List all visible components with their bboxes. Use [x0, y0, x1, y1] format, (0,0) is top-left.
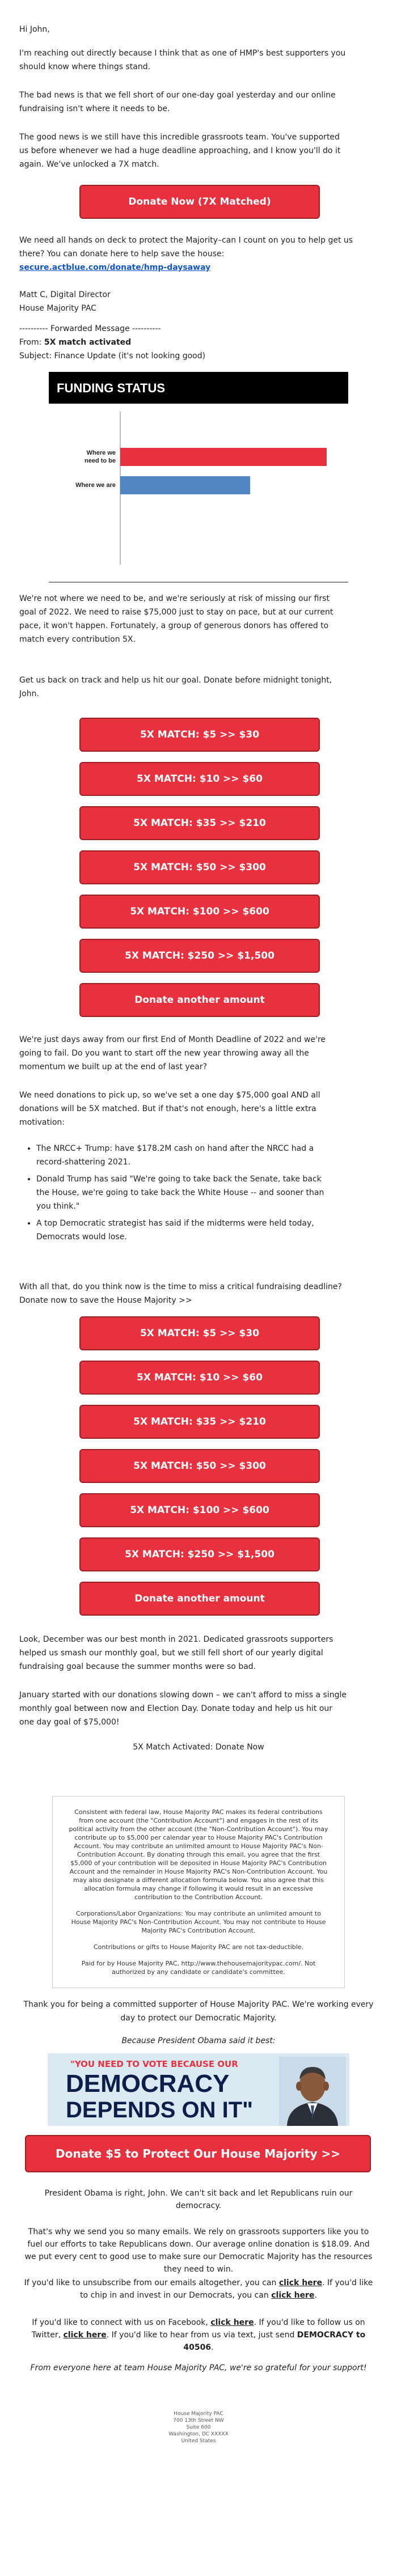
footer-unsubscribe: If you'd like to unsubscribe from our emails altogether, you can click here. If you'd like to chip in and invest in our Democrats, you can click here. [24, 2278, 373, 2300]
twitter-link[interactable]: click here [63, 2331, 107, 2340]
intro-paragraph: The bad news is that we fell short of our one-day goal yesterday and our online fundraising isn't where it needs to be. [19, 91, 336, 113]
match-100-button[interactable]: 5X MATCH: $100 >> $600 [79, 895, 320, 929]
chart-title: FUNDING STATUS [57, 381, 166, 395]
thank-you-text: Thank you for being a committed supporter of House Majority PAC. We're working every day to protect our Democratic Majority. [23, 2000, 374, 2023]
donate-now-button[interactable]: Donate Now (7X Matched) [79, 185, 320, 219]
footer-grateful: From everyone here at team House Majority PAC, we're so grateful for your support! [30, 2363, 367, 2372]
banner-line2: DEPENDS ON IT" [66, 2098, 254, 2122]
label-need-line2: need to be [84, 457, 116, 464]
disclaimer-text: Contributions or gifts to House Majority PAC are not tax-deductible. [93, 1943, 304, 1951]
forwarded-divider: ---------- Forwarded Message ---------- [19, 324, 161, 333]
address-line: House Majority PAC [174, 2411, 223, 2417]
match-activated-link[interactable]: 5X Match Activated: Donate Now [133, 1743, 264, 1752]
ask-text: We need all hands on deck to protect the Majority–can I count on you to help get us there? You can donate here to help save the house: [19, 236, 353, 259]
match-10-button[interactable]: 5X MATCH: $10 >> $60 [79, 1361, 320, 1395]
funding-chart-svg [49, 372, 348, 582]
body-paragraph: January started with our donations slowing down – we can't afford to miss a single monthly goal between now and Election Day. Donate today and help us hit our one day goal of $75,000! [19, 1690, 347, 1727]
body-paragraph: We need donations to pick up, so we've set a one day $75,000 goal AND all donations will be 5X matched. But if that's not enough, here's a little extra motivation: [19, 1091, 320, 1127]
ask-paragraph [19, 234, 354, 274]
match-35-button[interactable]: 5X MATCH: $35 >> $210 [79, 1405, 320, 1439]
bar-where-we-are [120, 476, 250, 494]
unsub-text: If you'd like to unsubscribe from our emails altogether, you can [24, 2278, 277, 2287]
disclaimer-text: Consistent with federal law, House Majority PAC makes its federal contributions from one account (the "Contribution Account") and engages in the rest of its political activity from the other account (the "Non-Contribution Account"). You may contribute up to $5,000 per calendar year to House Majority PAC's Contribution Account. You may contribute an unlimited amount to House Majority PAC's Non-Contribution Account. By donating through this email, you agree that the first $5,000 of your contribution will be deposited in House Majority PAC's Contribution Account and the remainder in House Majority PAC's Non-Contribution Account. You may also designate a different allocation formula below. You also agree that this allocation formula may change if following it would result in an excessive contribution to the Contribution Account. [69, 1808, 328, 1901]
label-where-we-are: Where we are [75, 482, 116, 489]
footer-why-emails: That's why we send you so many emails. We rely on grassroots supporters like you to fuel our efforts to take Republicans down. Our average online donation is $18.09. And we put every cent to good use to make sure our Democratic Majority has the resources they need to win. [24, 2227, 373, 2274]
signature-name: Matt C, Digital Director [19, 290, 111, 299]
greeting: Hi John, [19, 25, 50, 34]
match-250-button[interactable]: 5X MATCH: $250 >> $1,500 [79, 1537, 320, 1571]
donate-another-amount-button[interactable]: Donate another amount [79, 983, 320, 1017]
intro-paragraph: The good news is we still have this incredible grassroots team. You've supported us before whenever we had a huge deadline approaching, and I know you'll do it again. We've unlocked a 7X match. [19, 133, 341, 169]
match-35-button[interactable]: 5X MATCH: $35 >> $210 [79, 806, 320, 840]
body-paragraph: Look, December was our best month in 2021. Dedicated grassroots supporters helped us smash our monthly goal, but we still fell short of our yearly digital fundraising goal because the summer months were so bad. [19, 1635, 333, 1671]
subject-value: Finance Update (it's not looking good) [54, 351, 206, 361]
forwarded-subject [19, 349, 205, 363]
intro-paragraph: I'm reaching out directly because I think that as one of HMP's best supporters you should know where things stand. [19, 49, 346, 71]
bar-where-we-need-to-be [120, 448, 327, 466]
subject-label: Subject: [19, 351, 52, 361]
match-10-button[interactable]: 5X MATCH: $10 >> $60 [79, 762, 320, 796]
from-value: 5X match activated [44, 338, 132, 347]
address-line: Washington, DC XXXXX [168, 2431, 229, 2437]
body-paragraph: Get us back on track and help us hit our goal. Donate before midnight tonight, John. [19, 676, 332, 698]
address-line: Suite 600 [186, 2425, 211, 2430]
list-item: • A top Democratic strategist has said if the midterms were held today, Democrats would lose. [36, 1217, 331, 1244]
motivation-list [24, 1142, 331, 1247]
because-obama-text: Because President Obama said it best: [121, 2036, 276, 2045]
legal-disclaimer [52, 1796, 345, 1988]
donate-another-amount-button[interactable]: Donate another amount [79, 1582, 320, 1616]
address-line: United States [181, 2438, 216, 2444]
body-paragraph: With all that, do you think now is the time to miss a critical fundraising deadline? Donate now to save the House Majority >> [19, 1282, 342, 1305]
footer-obama-right: President Obama is right, John. We can't sit back and let Republicans ruin our democracy. [44, 2189, 353, 2210]
match-5-button[interactable]: 5X MATCH: $5 >> $30 [79, 718, 320, 752]
list-item: • Donald Trump has said "We're going to take back the Senate, take back the House, we're going to take back the White House -- and sooner than you think." [36, 1172, 331, 1213]
from-label: From: [19, 338, 42, 347]
banner-line1: DEMOCRACY [66, 2070, 230, 2098]
donate-5-protect-majority-button[interactable]: Donate $5 to Protect Our House Majority >> [25, 2135, 371, 2172]
connect-text: If you'd like to connect with us on Facebook, [32, 2318, 208, 2327]
facebook-link[interactable]: click here [210, 2318, 254, 2327]
text-code: DEMOCRACY to 40506 [183, 2331, 366, 2352]
label-need-line1: Where we [86, 450, 116, 456]
unsub-mid-text: . If you'd like to chip in and invest in our Democrats, you can [80, 2278, 373, 2300]
match-100-button[interactable]: 5X MATCH: $100 >> $600 [79, 1493, 320, 1527]
obama-portrait [279, 2057, 346, 2126]
match-5-button[interactable]: 5X MATCH: $5 >> $30 [79, 1316, 320, 1350]
body-paragraph: We're not where we need to be, and we're seriously at risk of missing our first goal of 2022. We need to raise $75,000 just to stay on pace, but at our current pace, it won't happen. Fortunately, a group of generous donors has offered to match every contribution 5X. [19, 594, 333, 644]
match-50-button[interactable]: 5X MATCH: $50 >> $300 [79, 850, 320, 884]
mailing-address [113, 2410, 284, 2444]
unsubscribe-link[interactable]: click here [278, 2278, 323, 2287]
forwarded-from [19, 336, 131, 349]
actblue-link[interactable]: secure.actblue.com/donate/hmp-daysaway [19, 263, 211, 272]
list-item: • The NRCC+ Trump: have $178.2M cash on hand after the NRCC had a record-shattering 2021. [36, 1142, 331, 1169]
banner-quote-small: "YOU NEED TO VOTE BECAUSE OUR [70, 2059, 238, 2069]
funding-status-chart [49, 372, 348, 583]
address-line: 700 13th Street NW [173, 2418, 224, 2424]
match-50-button[interactable]: 5X MATCH: $50 >> $300 [79, 1449, 320, 1483]
chip-in-link[interactable]: click here [271, 2291, 315, 2300]
connect-post-text: . If you'd like to hear from us via text, just send [106, 2331, 295, 2340]
paid-for-by: Paid for by House Majority PAC, http://www.thehousemajoritypac.com/. Not authorized by any candidate or candidate's committee. [81, 1960, 316, 1976]
connect-mid-text: . If you'd like to follow us on Twitter, [31, 2318, 365, 2340]
disclaimer-text: Corporations/Labor Organizations: You may contribute an unlimited amount to House Majority PAC's Non-Contribution Account. You may not contribute to House Majority PAC's Contribution Account. [71, 1910, 326, 1934]
signature-org: House Majority PAC [19, 304, 96, 313]
footer-connect: If you'd like to connect with us on Facebook, click here. If you'd like to follow us on Twitter, click here. If you'd like to hear from us via text, just send DEMOCRACY to 40506. [31, 2318, 366, 2352]
body-paragraph: We're just days away from our first End of Month Deadline of 2022 and we're going to fail. Do you want to start off the new year throwing away all the momentum we built up at the end of last year? [19, 1035, 326, 1071]
obama-quote-banner [48, 2053, 349, 2126]
match-250-button[interactable]: 5X MATCH: $250 >> $1,500 [79, 939, 320, 973]
